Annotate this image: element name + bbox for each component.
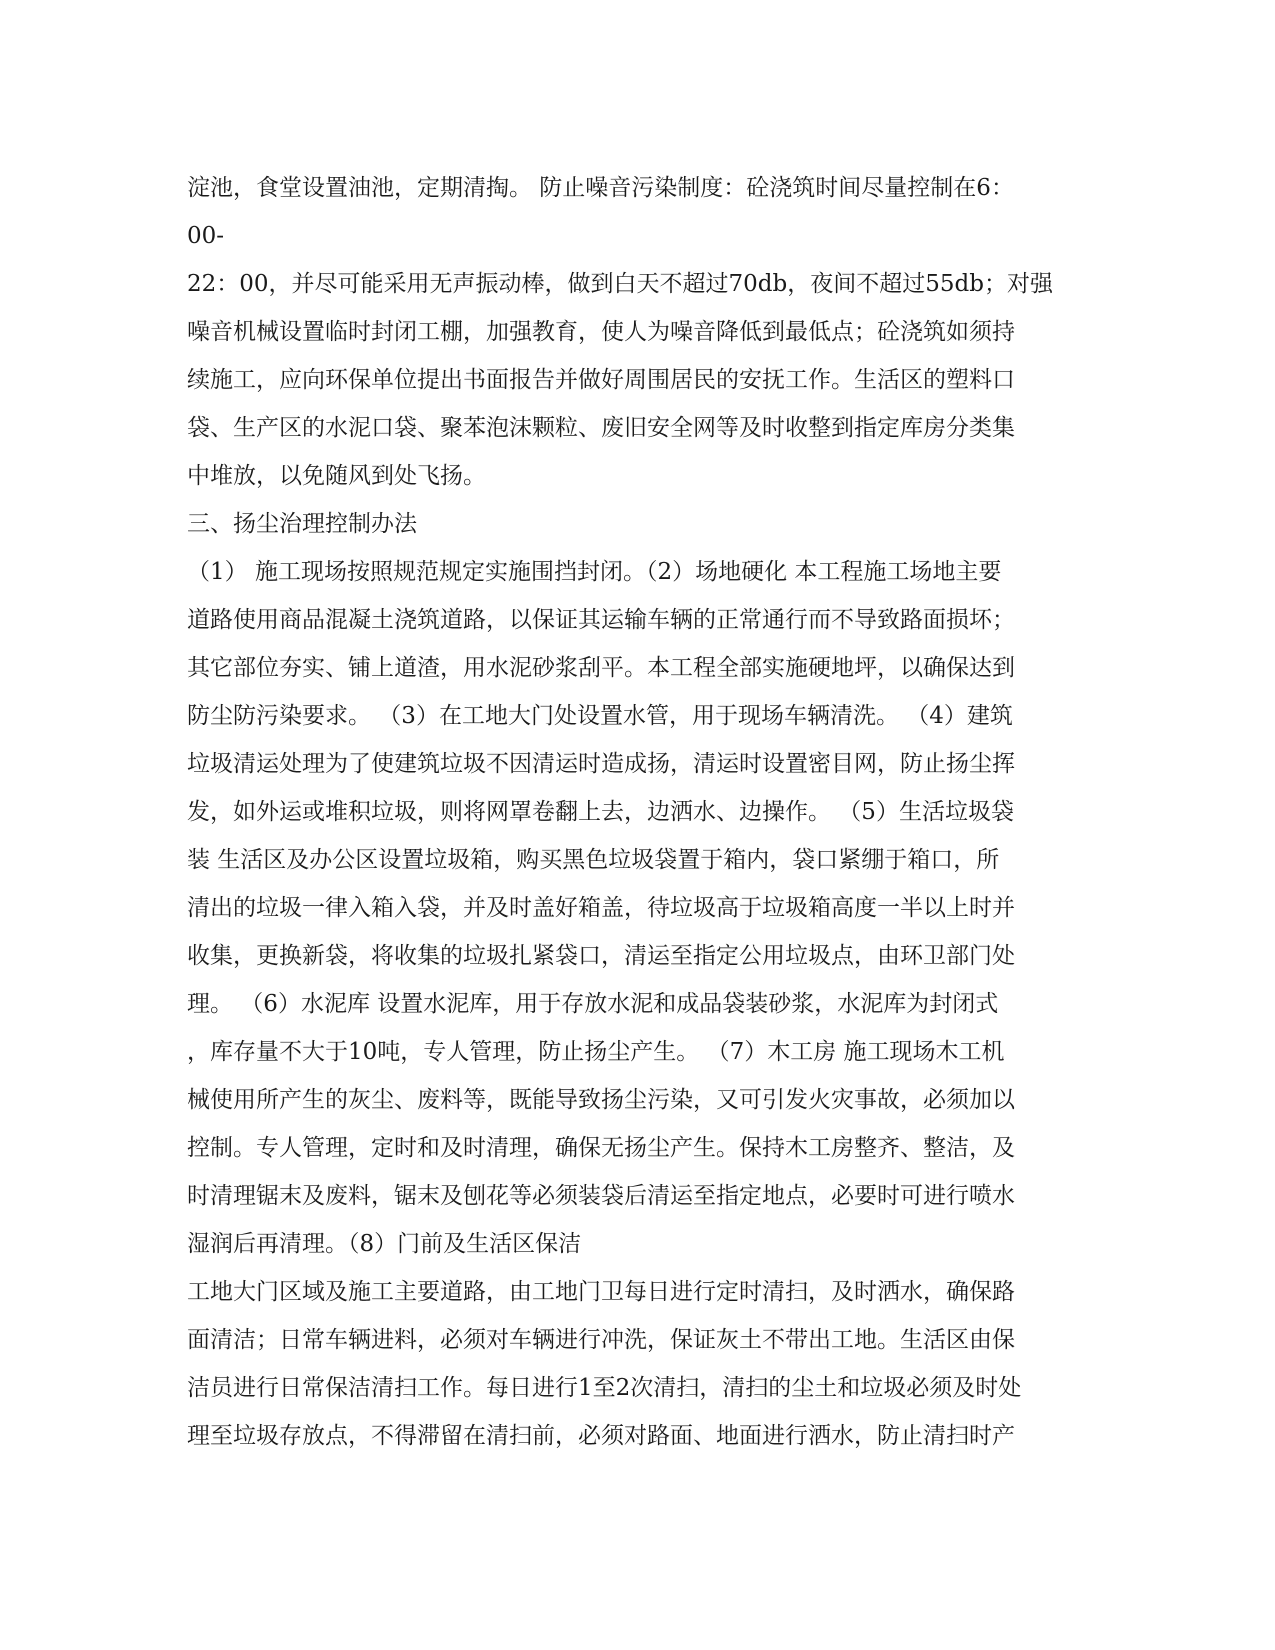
text-line: （1） 施工现场按照规范规定实施围挡封闭。（2）场地硬化 本工程施工场地主要 — [187, 559, 1002, 585]
text-line: ，库存量不大于10吨，专人管理，防止扬尘产生。 （7）木工房 施工现场木工机 — [187, 1039, 1005, 1065]
text-line: 淀池，食堂设置油池，定期清掏。 防止噪音污染制度：砼浇筑时间尽量控制在6： — [187, 175, 1014, 201]
text-line: 袋、生产区的水泥口袋、聚苯泡沫颗粒、废旧安全网等及时收整到指定库房分类集 — [187, 415, 1015, 441]
text-line: 面清洁；日常车辆进料，必须对车辆进行冲洗，保证灰土不带出工地。生活区由保 — [187, 1327, 1015, 1353]
text-line: 时清理锯末及废料，锯末及刨花等必须装袋后清运至指定地点，必要时可进行喷水 — [187, 1183, 1015, 1209]
text-line: 续施工，应向环保单位提出书面报告并做好周围居民的安抚工作。生活区的塑料口 — [187, 367, 1015, 393]
text-line: 工地大门区域及施工主要道路，由工地门卫每日进行定时清扫，及时洒水，确保路 — [187, 1279, 1015, 1305]
text-line: 控制。专人管理，定时和及时清理，确保无扬尘产生。保持木工房整齐、整洁，及 — [187, 1135, 1015, 1161]
text-line: 械使用所产生的灰尘、废料等，既能导致扬尘污染，又可引发火灾事故，必须加以 — [187, 1087, 1015, 1113]
text-line: 防尘防污染要求。 （3）在工地大门处设置水管，用于现场车辆清洗。 （4）建筑 — [187, 703, 1013, 729]
text-line: 其它部位夯实、铺上道渣，用水泥砂浆刮平。本工程全部实施硬地坪，以确保达到 — [187, 655, 1015, 681]
text-line: 噪音机械设置临时封闭工棚，加强教育，使人为噪音降低到最低点；砼浇筑如须持 — [187, 319, 1015, 345]
text-line: 00- — [187, 223, 225, 249]
body-text — [187, 164, 1087, 1460]
text-line: 湿润后再清理。（8）门前及生活区保洁 — [187, 1231, 582, 1257]
text-line: 洁员进行日常保洁清扫工作。每日进行1至2次清扫，清扫的尘土和垃圾必须及时处 — [187, 1375, 1022, 1401]
text-line: 收集，更换新袋，将收集的垃圾扎紧袋口，清运至指定公用垃圾点，由环卫部门处 — [187, 943, 1015, 969]
text-line: 理至垃圾存放点，不得滞留在清扫前，必须对路面、地面进行洒水，防止清扫时产 — [187, 1423, 1015, 1449]
text-line: 理。 （6）水泥库 设置水泥库，用于存放水泥和成品袋装砂浆，水泥库为封闭式 — [187, 991, 999, 1017]
section-heading: 三、扬尘治理控制办法 — [187, 511, 417, 537]
text-line: 清出的垃圾一律入箱入袋，并及时盖好箱盖，待垃圾高于垃圾箱高度一半以上时并 — [187, 895, 1015, 921]
text-line: 装 生活区及办公区设置垃圾箱，购买黑色垃圾袋置于箱内，袋口紧绷于箱口，所 — [187, 847, 1000, 873]
text-line: 22：00，并尽可能采用无声振动棒，做到白天不超过70db，夜间不超过55db；对强 — [187, 271, 1053, 297]
text-line: 垃圾清运处理为了使建筑垃圾不因清运时造成扬，清运时设置密目网，防止扬尘挥 — [187, 751, 1015, 777]
text-line: 中堆放，以免随风到处飞扬。 — [187, 463, 486, 489]
text-line: 发，如外运或堆积垃圾，则将网罩卷翻上去，边洒水、边操作。 （5）生活垃圾袋 — [187, 799, 1014, 825]
text-line: 道路使用商品混凝土浇筑道路，以保证其运输车辆的正常通行而不导致路面损坏； — [187, 607, 1015, 633]
